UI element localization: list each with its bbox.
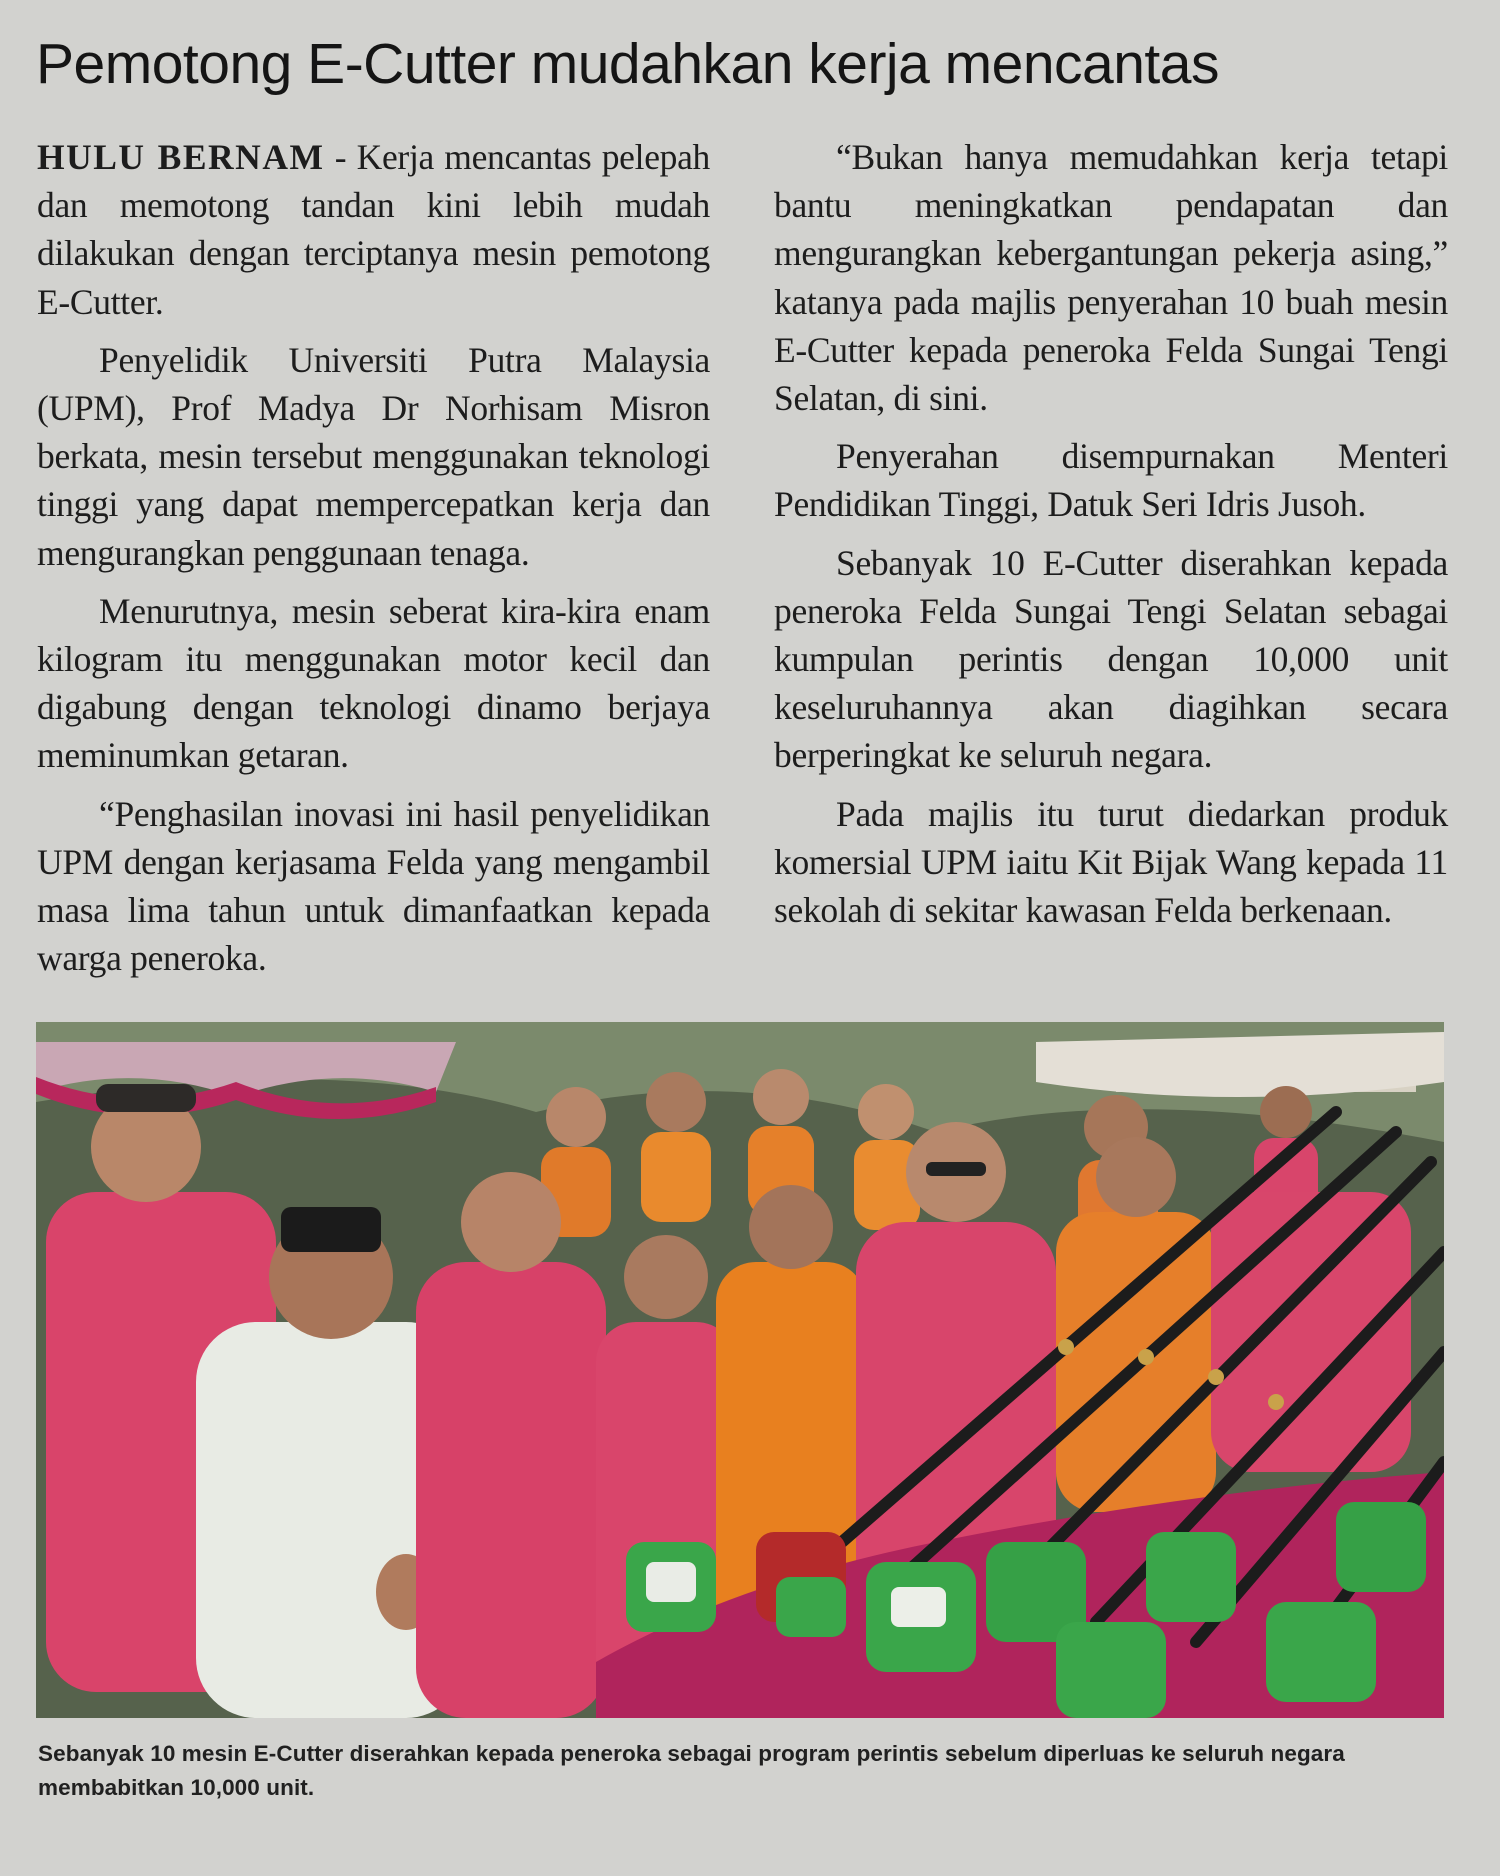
paragraph: “Bukan hanya memudahkan kerja tetapi bantu meningkatkan pendapatan dan mengurangkan kebergantungan pekerja asing,” katanya pada majlis penyerahan 10 buah mesin E-Cutter kepada peneroka Felda Sungai Tengi Selatan, di sini. [774,137,1448,419]
dateline: HULU BERNAM [37,137,325,177]
news-photo [36,1022,1444,1718]
lead-paragraph [37,133,710,326]
paragraph: Sebanyak 10 E-Cutter diserahkan kepada peneroka Felda Sungai Tengi Selatan sebagai kumpulan perintis dengan 10,000 unit keseluruhannya akan diagihkan secara berperingkat ke seluruh negara. [774,542,1448,776]
paragraph: “Penghasilan inovasi ini hasil penyelidikan UPM dengan kerjasama Felda yang mengambil masa lima tahun untuk dimanfaatkan kepada warga peneroka. [37,793,710,979]
songkok-icon [281,1207,381,1252]
paragraph: Penyerahan disempurnakan Menteri Pendidikan Tinggi, Datuk Seri Idris Jusoh. [774,436,1448,525]
paragraph: Penyelidik Universiti Putra Malaysia (UPM), Prof Madya Dr Norhisam Misron berkata, mesin tersebut menggunakan teknologi tinggi yang dapat mempercepatkan kerja dan mengurangkan penggunaan tenaga. [37,339,710,573]
article-column-right [774,133,1448,934]
photo-caption: Sebanyak 10 mesin E-Cutter diserahkan kepada peneroka sebagai program perintis sebelum diperluas ke seluruh negara membabitkan 10,000 unit. [38,1741,1345,1800]
headline: Pemotong E-Cutter mudahkan kerja mencantas [36,32,1219,96]
paragraph: Menurutnya, mesin seberat kira-kira enam kilogram itu menggunakan motor kecil dan digabung dengan teknologi dinamo berjaya meminumkan getaran. [37,590,710,776]
photo-illustration [36,1022,1444,1718]
article-column-left [37,133,710,982]
lead-text: - Kerja mencantas pelepah dan memotong tandan kini lebih mudah dilakukan dengan terciptanya mesin pemotong E-Cutter. [37,137,711,322]
paragraph: Pada majlis itu turut diedarkan produk komersial UPM iaitu Kit Bijak Wang kepada 11 sekolah di sekitar kawasan Felda berkenaan. [774,793,1448,931]
